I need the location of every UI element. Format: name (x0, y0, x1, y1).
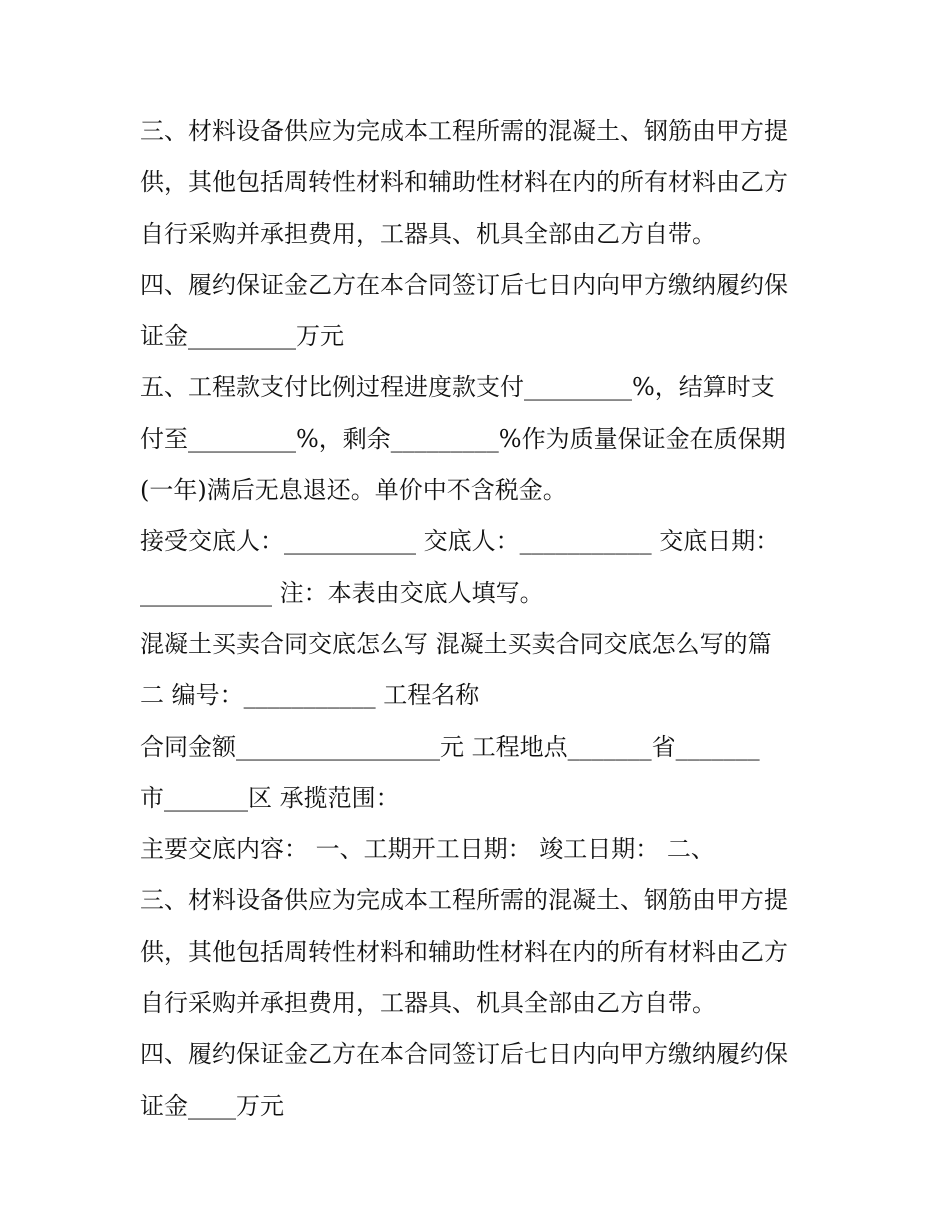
text-line-2: 供，其他包括周转性材料和辅助性材料在内的所有材料由乙方 (140, 168, 788, 197)
text-line-19: 四、履约保证金乙方在本合同签订后七日内向甲方缴纳履约保 (140, 1040, 788, 1069)
text-line-1: 三、材料设备供应为完成本工程所需的混凝土、钢筋由甲方提 (140, 117, 788, 145)
text-line-5: 证金_________万元 (140, 322, 344, 351)
text-line-7: 付至_________%，剩余_________%作为质量保证金在质保期 (140, 424, 786, 453)
text-line-3: 自行采购并承担费用，工器具、机具全部由乙方自带。 (140, 219, 716, 248)
text-line-10: ___________ 注：本表由交底人填写。 (140, 578, 544, 607)
text-line-9: 接受交底人：___________ 交底人：___________ 交底日期： (140, 527, 780, 556)
text-line-12: 二 编号：___________ 工程名称 (140, 681, 480, 710)
text-line-17: 供，其他包括周转性材料和辅助性材料在内的所有材料由乙方 (140, 937, 788, 966)
document-body (140, 106, 820, 1132)
text-line-8: (一年)满后无息退还。单价中不含税金。 (140, 476, 567, 505)
text-line-15: 主要交底内容： 一、工期开工日期： 竣工日期： 二、 (140, 835, 715, 864)
text-line-14: 市_______区 承揽范围： (140, 783, 400, 812)
text-line-20: 证金____万元 (140, 1091, 284, 1120)
text-line-4: 四、履约保证金乙方在本合同签订后七日内向甲方缴纳履约保 (140, 270, 788, 299)
text-line-11: 混凝土买卖合同交底怎么写 混凝土买卖合同交底怎么写的篇 (140, 629, 772, 658)
text-line-6: 五、工程款支付比例过程进度款支付_________%，结算时支 (140, 373, 775, 402)
text-line-16: 三、材料设备供应为完成本工程所需的混凝土、钢筋由甲方提 (140, 886, 788, 915)
text-line-13: 合同金额_________________元 工程地点_______省_______ (140, 732, 760, 761)
text-line-18: 自行采购并承担费用，工器具、机具全部由乙方自带。 (140, 989, 716, 1018)
